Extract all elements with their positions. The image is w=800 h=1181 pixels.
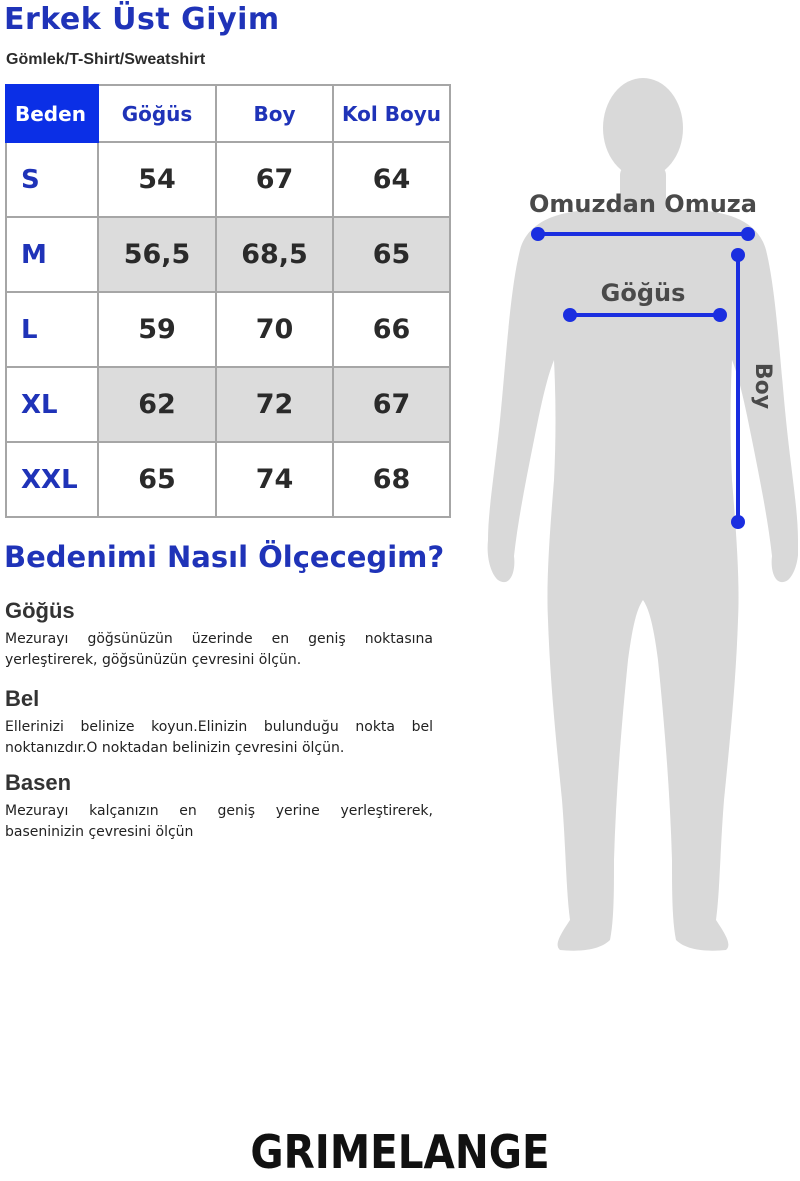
column-header-kol-boyu: Kol Boyu: [333, 85, 450, 142]
table-header-row: [6, 85, 450, 142]
table-row: [6, 217, 450, 292]
kol-boyu-cell: 67: [333, 367, 450, 442]
size-cell: S: [6, 142, 98, 217]
column-header-boy: Boy: [216, 85, 333, 142]
gogus-cell: 56,5: [98, 217, 216, 292]
size-cell: XXL: [6, 442, 98, 517]
kol-boyu-cell: 68: [333, 442, 450, 517]
size-table: [5, 84, 451, 518]
gogus-cell: 59: [98, 292, 216, 367]
table-row: [6, 142, 450, 217]
how-to-measure-title: Bedenimi Nasıl Ölçecegim?: [4, 540, 445, 574]
gogus-cell: 54: [98, 142, 216, 217]
size-cell: M: [6, 217, 98, 292]
section-heading-bel: Bel: [5, 686, 40, 711]
section-text-bel: Ellerinizi belinize koyun.Elinizin bulunduğu nokta bel noktanızdır.O noktadan belinizin çevresini ölçün.: [5, 719, 433, 756]
section-text-basen: Mezurayı kalçanızın en geniş yerine yerleştirerek, baseninizin çevresini ölçün: [5, 803, 433, 840]
section-heading-gogus: Göğüs: [5, 598, 75, 623]
body-measurement-figure: [470, 60, 798, 970]
page-subtitle: Gömlek/T-Shirt/Sweatshirt: [6, 51, 206, 68]
size-cell: L: [6, 292, 98, 367]
boy-cell: 67: [216, 142, 333, 217]
boy-cell: 70: [216, 292, 333, 367]
table-row: [6, 442, 450, 517]
shoulder-label: Omuzdan Omuza: [529, 190, 757, 218]
column-header-gogus: Göğüs: [98, 85, 216, 142]
gogus-cell: 62: [98, 367, 216, 442]
table-row: [6, 367, 450, 442]
kol-boyu-cell: 66: [333, 292, 450, 367]
kol-boyu-cell: 64: [333, 142, 450, 217]
page-title: Erkek Üst Giyim: [4, 2, 280, 37]
section-heading-basen: Basen: [5, 770, 72, 795]
boy-cell: 72: [216, 367, 333, 442]
section-text-gogus: Mezurayı göğsünüzün üzerinde en geniş noktasına yerleştirerek, göğsünüzün çevresini ölçün.: [5, 631, 433, 668]
size-cell: XL: [6, 367, 98, 442]
gogus-cell: 65: [98, 442, 216, 517]
boy-cell: 68,5: [216, 217, 333, 292]
chest-label: Göğüs: [600, 279, 686, 307]
table-row: [6, 292, 450, 367]
kol-boyu-cell: 65: [333, 217, 450, 292]
column-header-beden: Beden: [6, 85, 98, 142]
length-label: Boy: [750, 362, 775, 410]
boy-cell: 74: [216, 442, 333, 517]
brand-logo-text: GRIMELANGE: [250, 1125, 550, 1179]
